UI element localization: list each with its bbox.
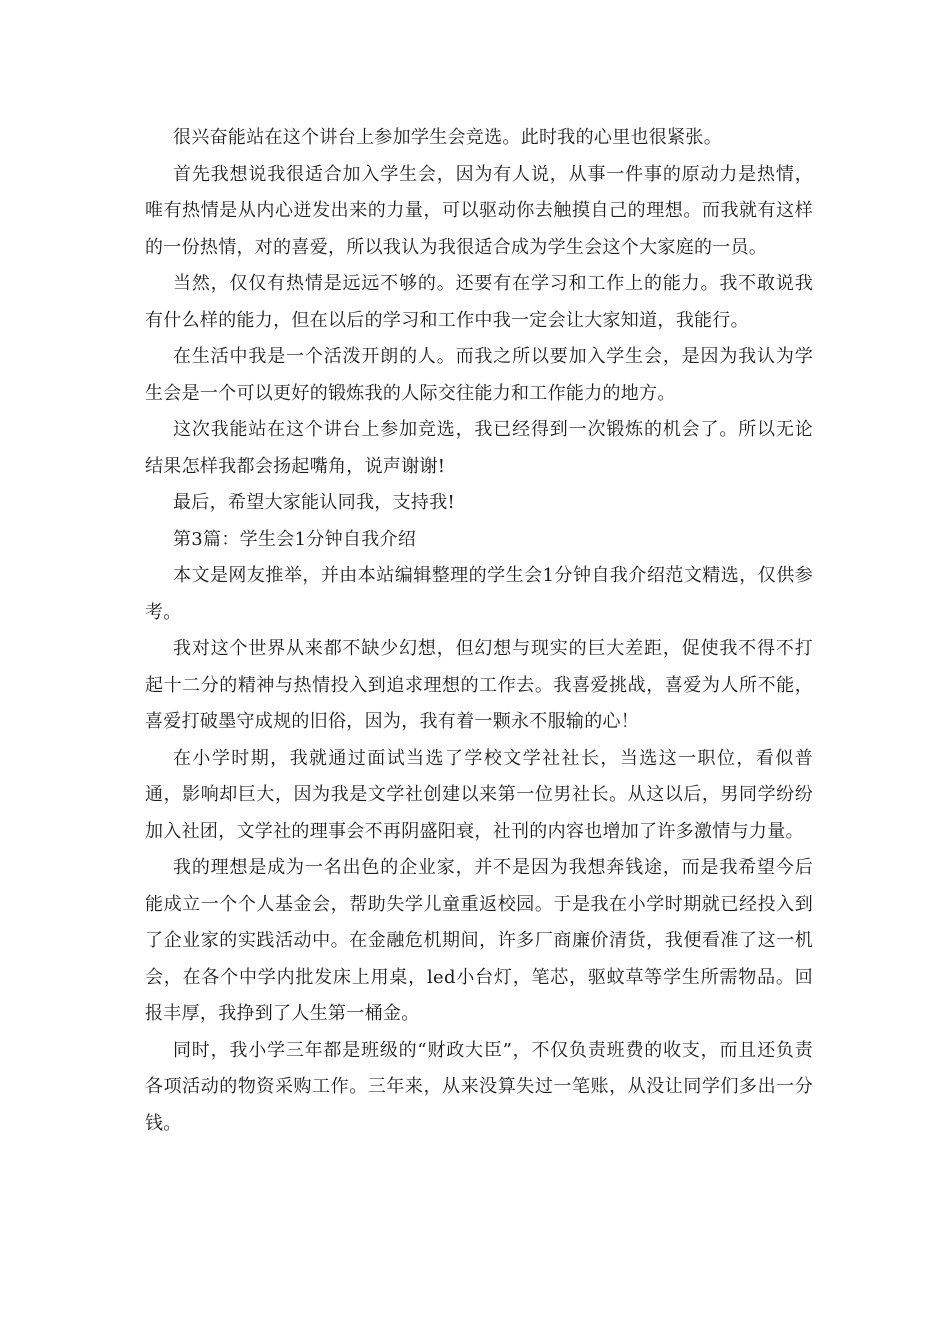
document-body	[145, 120, 813, 1142]
paragraph: 很兴奋能站在这个讲台上参加学生会竞选。此时我的心里也很紧张。	[173, 127, 722, 148]
section-heading: 第3篇：学生会1分钟自我介绍	[173, 528, 417, 550]
paragraph: 我对这个世界从来都不缺少幻想，但幻想与现实的巨大差距，促使我不得不打起十二分的精神与热情投入到追求理想的工作去。我喜爱挑战，喜爱为人所不能，喜爱打破墨守成规的旧俗，因为，我有着一颗永不服输的心！	[145, 638, 813, 732]
paragraph: 最后，希望大家能认同我，支持我!	[173, 492, 456, 513]
paragraph: 这次我能站在这个讲台上参加竞选，我已经得到一次锻炼的机会了。所以无论结果怎样我都会扬起嘴角，说声谢谢!	[145, 419, 813, 477]
paragraph: 在生活中我是一个活泼开朗的人。而我之所以要加入学生会，是因为我认为学生会是一个可以更好的锻炼我的人际交往能力和工作能力的地方。	[145, 346, 813, 404]
paragraph: 同时，我小学三年都是班级的“财政大臣”，不仅负责班费的收支，而且还负责各项活动的物资采购工作。三年来，从来没算失过一笔账，从没让同学们多出一分钱。	[145, 1039, 813, 1134]
paragraph: 当然，仅仅有热情是远远不够的。还要有在学习和工作上的能力。我不敢说我有什么样的能力，但在以后的学习和工作中我一定会让大家知道，我能行。	[145, 273, 813, 331]
paragraph: 我的理想是成为一名出色的企业家，并不是因为我想奔钱途，而是我希望今后能成立一个个人基金会，帮助失学儿童重返校园。于是我在小学时期就已经投入到了企业家的实践活动中。在金融危机期间，许多厂商廉价清货，我便看准了这一机会，在各个中学内批发床上用桌，led小台灯，笔芯，驱蚊草等学生所需物品。回报丰厚，我挣到了人生第一桶金。	[145, 857, 813, 1024]
paragraph: 在小学时期，我就通过面试当选了学校文学社社长，当选这一职位，看似普通，影响却巨大，因为我是文学社创建以来第一位男社长。从这以后，男同学纷纷加入社团，文学社的理事会不再阴盛阳衰，社刊的内容也增加了许多激情与力量。	[145, 747, 813, 842]
paragraph: 本文是网友推举，并由本站编辑整理的学生会1分钟自我介绍范文精选，仅供参考。	[145, 565, 813, 623]
paragraph: 首先我想说我很适合加入学生会，因为有人说，从事一件事的原动力是热情，唯有热情是从内心迸发出来的力量，可以驱动你去触摸自己的理想。而我就有这样的一份热情，对的喜爱，所以我认为我很适合成为学生会这个大家庭的一员。	[145, 163, 813, 258]
